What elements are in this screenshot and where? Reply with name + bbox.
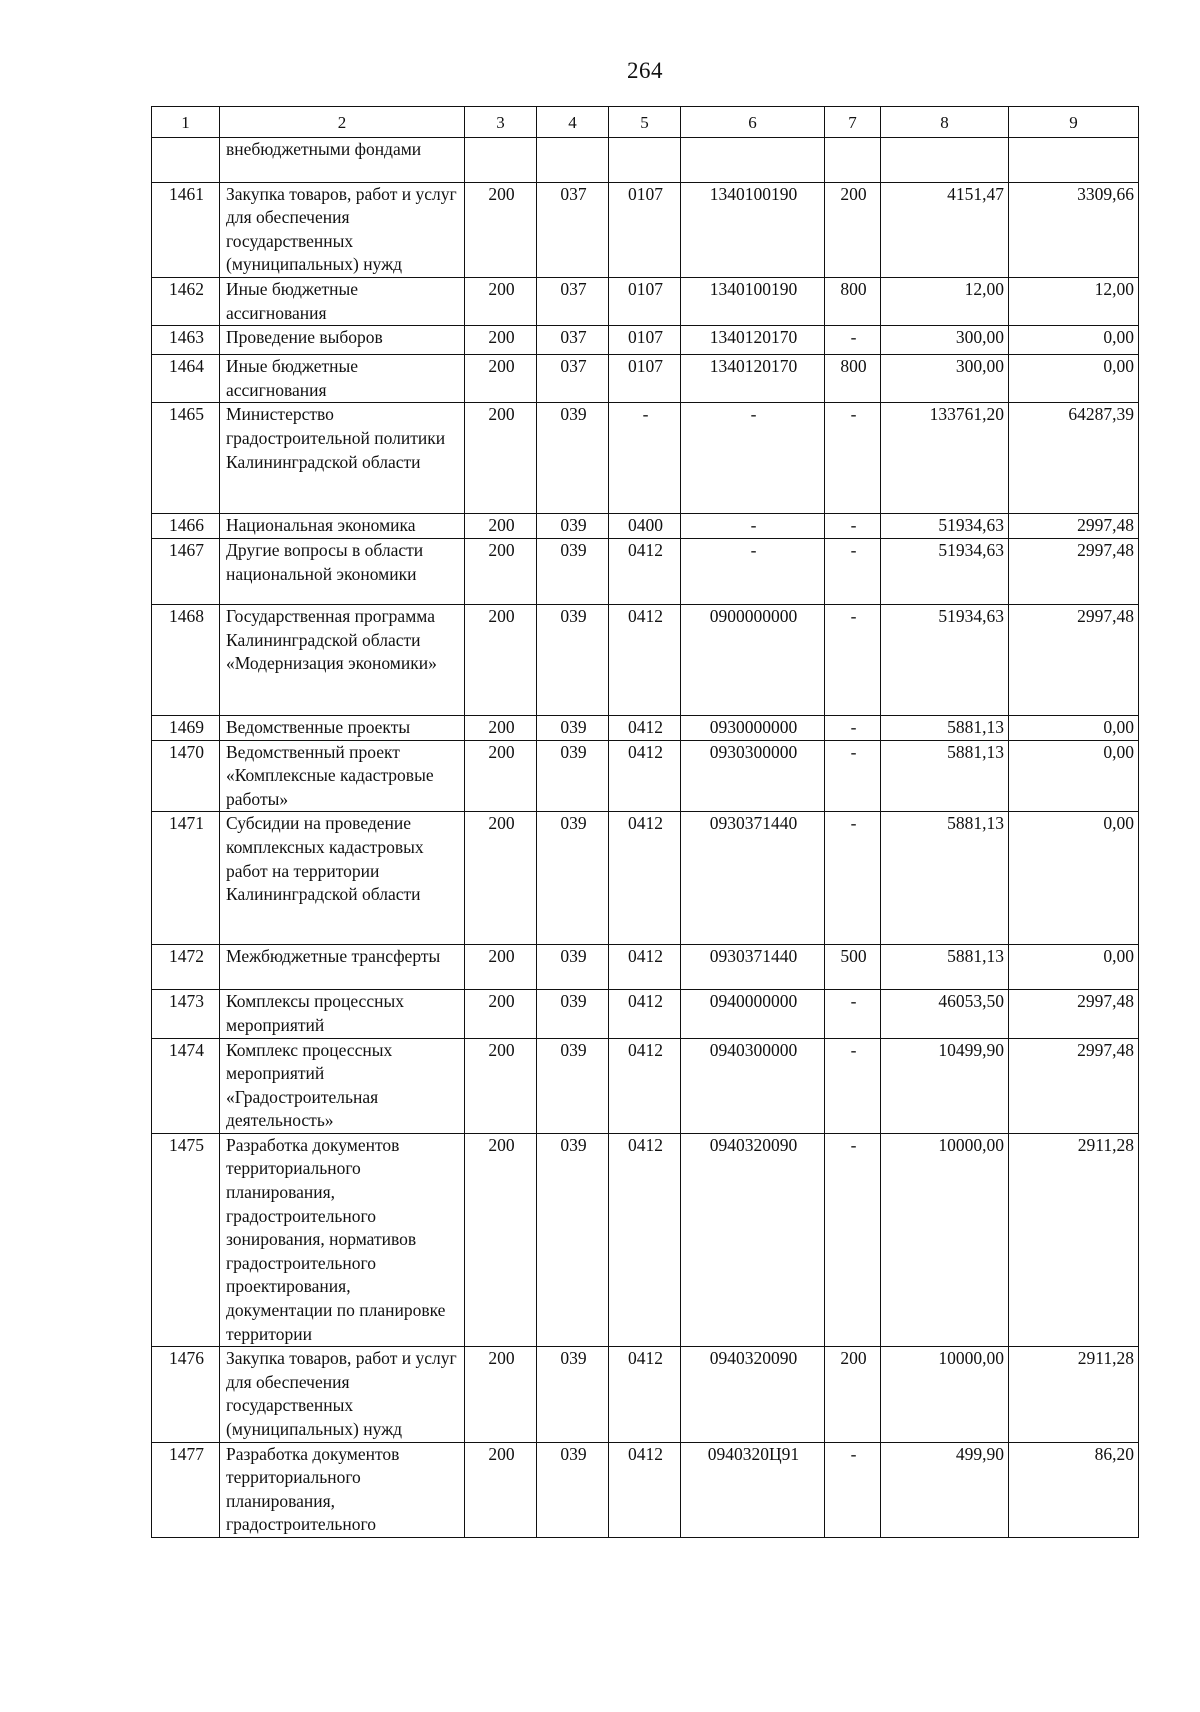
row-code-7: 800 — [825, 355, 881, 403]
row-number: 1473 — [152, 990, 220, 1038]
row-code-6: - — [681, 403, 825, 514]
table-row — [152, 1038, 1139, 1133]
row-name: Иные бюджетные ассигнования — [220, 355, 465, 403]
row-code-5: 0412 — [609, 1347, 681, 1442]
row-amount-9: 2997,48 — [1009, 514, 1139, 539]
table-row — [152, 355, 1139, 403]
column-header: 9 — [1009, 107, 1139, 138]
column-header: 8 — [881, 107, 1009, 138]
row-code-7: - — [825, 1038, 881, 1133]
row-code-4: 037 — [537, 355, 609, 403]
row-code-7: - — [825, 514, 881, 539]
row-code-7 — [825, 137, 881, 182]
row-code-3: 200 — [465, 1038, 537, 1133]
row-name: Субсидии на проведение комплексных кадастровых работ на территории Калининградской области — [220, 812, 465, 945]
row-code-7: 200 — [825, 182, 881, 277]
table-row — [152, 538, 1139, 604]
row-code-3: 200 — [465, 326, 537, 355]
column-header: 5 — [609, 107, 681, 138]
table-row — [152, 715, 1139, 740]
row-number — [152, 137, 220, 182]
row-amount-8: 10000,00 — [881, 1347, 1009, 1442]
row-code-4: 039 — [537, 1442, 609, 1537]
row-code-4: 037 — [537, 277, 609, 325]
column-header: 7 — [825, 107, 881, 138]
row-name: внебюджетными фондами — [220, 137, 465, 182]
row-amount-8: 4151,47 — [881, 182, 1009, 277]
row-code-4: 037 — [537, 182, 609, 277]
table-row — [152, 812, 1139, 945]
row-code-5 — [609, 137, 681, 182]
row-amount-8: 300,00 — [881, 355, 1009, 403]
row-code-6: 0940320090 — [681, 1347, 825, 1442]
row-code-5: 0412 — [609, 990, 681, 1038]
row-amount-8: 46053,50 — [881, 990, 1009, 1038]
row-code-6: 1340100190 — [681, 182, 825, 277]
row-amount-9: 0,00 — [1009, 812, 1139, 945]
row-code-6: 0900000000 — [681, 604, 825, 715]
row-number: 1462 — [152, 277, 220, 325]
row-code-4: 039 — [537, 1133, 609, 1346]
table-row — [152, 740, 1139, 812]
column-header: 4 — [537, 107, 609, 138]
row-code-7: 800 — [825, 277, 881, 325]
row-name: Ведомственный проект «Комплексные кадастровые работы» — [220, 740, 465, 812]
row-code-5: 0412 — [609, 604, 681, 715]
column-header: 1 — [152, 107, 220, 138]
column-header: 6 — [681, 107, 825, 138]
row-code-5: 0412 — [609, 945, 681, 990]
row-code-7: - — [825, 1133, 881, 1346]
row-code-3 — [465, 137, 537, 182]
row-amount-8: 499,90 — [881, 1442, 1009, 1537]
table-row — [152, 990, 1139, 1038]
table-row — [152, 1347, 1139, 1442]
row-code-7: - — [825, 604, 881, 715]
row-number: 1461 — [152, 182, 220, 277]
row-code-3: 200 — [465, 403, 537, 514]
row-code-5: 0412 — [609, 1038, 681, 1133]
row-amount-9: 0,00 — [1009, 715, 1139, 740]
row-code-4: 037 — [537, 326, 609, 355]
header-row — [152, 107, 1139, 138]
row-code-6: 0940320Ц91 — [681, 1442, 825, 1537]
row-code-4: 039 — [537, 1038, 609, 1133]
table-row — [152, 945, 1139, 990]
table-row — [152, 604, 1139, 715]
row-amount-8: 5881,13 — [881, 812, 1009, 945]
row-code-4: 039 — [537, 538, 609, 604]
row-number: 1475 — [152, 1133, 220, 1346]
row-number: 1470 — [152, 740, 220, 812]
row-code-4: 039 — [537, 604, 609, 715]
row-amount-9: 12,00 — [1009, 277, 1139, 325]
row-name: Иные бюджетные ассигнования — [220, 277, 465, 325]
row-code-7: 200 — [825, 1347, 881, 1442]
row-amount-9: 2997,48 — [1009, 990, 1139, 1038]
row-amount-8: 5881,13 — [881, 945, 1009, 990]
row-amount-8: 51934,63 — [881, 514, 1009, 539]
row-code-4: 039 — [537, 715, 609, 740]
row-amount-8: 10499,90 — [881, 1038, 1009, 1133]
row-code-7: - — [825, 403, 881, 514]
table-row — [152, 514, 1139, 539]
table-row — [152, 326, 1139, 355]
row-code-3: 200 — [465, 812, 537, 945]
row-code-3: 200 — [465, 538, 537, 604]
row-number: 1477 — [152, 1442, 220, 1537]
row-number: 1476 — [152, 1347, 220, 1442]
row-code-6: - — [681, 514, 825, 539]
row-amount-9: 64287,39 — [1009, 403, 1139, 514]
page-number: 264 — [627, 58, 663, 83]
row-code-6: 1340100190 — [681, 277, 825, 325]
row-code-3: 200 — [465, 1442, 537, 1537]
row-number: 1467 — [152, 538, 220, 604]
row-number: 1466 — [152, 514, 220, 539]
row-code-6: 0940300000 — [681, 1038, 825, 1133]
table-row — [152, 137, 1139, 182]
table-row — [152, 403, 1139, 514]
row-code-3: 200 — [465, 182, 537, 277]
row-code-4: 039 — [537, 990, 609, 1038]
row-amount-8: 51934,63 — [881, 538, 1009, 604]
row-name: Закупка товаров, работ и услуг для обеспечения государственных (муниципальных) нужд — [220, 1347, 465, 1442]
row-code-4: 039 — [537, 514, 609, 539]
row-code-3: 200 — [465, 715, 537, 740]
row-name: Комплекс процессных мероприятий «Градостроительная деятельность» — [220, 1038, 465, 1133]
row-amount-8: 133761,20 — [881, 403, 1009, 514]
row-code-6: 0930371440 — [681, 812, 825, 945]
row-amount-8: 12,00 — [881, 277, 1009, 325]
row-name: Другие вопросы в области национальной экономики — [220, 538, 465, 604]
row-amount-8 — [881, 137, 1009, 182]
row-code-5: 0400 — [609, 514, 681, 539]
column-header: 3 — [465, 107, 537, 138]
row-code-7: - — [825, 812, 881, 945]
row-name: Закупка товаров, работ и услуг для обеспечения государственных (муниципальных) нужд — [220, 182, 465, 277]
row-code-4: 039 — [537, 403, 609, 514]
row-code-6: 0930371440 — [681, 945, 825, 990]
row-number: 1472 — [152, 945, 220, 990]
row-amount-9: 3309,66 — [1009, 182, 1139, 277]
row-number: 1463 — [152, 326, 220, 355]
row-code-5: 0107 — [609, 182, 681, 277]
row-code-7: - — [825, 538, 881, 604]
row-code-4: 039 — [537, 812, 609, 945]
row-code-4: 039 — [537, 740, 609, 812]
row-amount-9: 0,00 — [1009, 945, 1139, 990]
row-code-3: 200 — [465, 945, 537, 990]
row-number: 1468 — [152, 604, 220, 715]
row-code-6 — [681, 137, 825, 182]
row-amount-8: 51934,63 — [881, 604, 1009, 715]
row-code-6: 1340120170 — [681, 355, 825, 403]
row-code-5: 0412 — [609, 715, 681, 740]
row-code-5: 0412 — [609, 538, 681, 604]
row-code-3: 200 — [465, 990, 537, 1038]
row-amount-9: 0,00 — [1009, 326, 1139, 355]
row-code-6: 0940320090 — [681, 1133, 825, 1346]
row-code-5: 0107 — [609, 326, 681, 355]
row-code-4: 039 — [537, 945, 609, 990]
row-code-7: - — [825, 740, 881, 812]
row-amount-9: 2997,48 — [1009, 604, 1139, 715]
row-name: Разработка документов территориального планирования, градостроительного зонирования, нормативов градостроительного проектирования, документации по планировке территории — [220, 1133, 465, 1346]
table-body — [152, 137, 1139, 1537]
row-name: Министерство градостроительной политики Калининградской области — [220, 403, 465, 514]
row-code-7: - — [825, 1442, 881, 1537]
column-header: 2 — [220, 107, 465, 138]
row-number: 1465 — [152, 403, 220, 514]
row-amount-9: 2911,28 — [1009, 1133, 1139, 1346]
row-amount-9: 86,20 — [1009, 1442, 1139, 1537]
row-amount-9: 0,00 — [1009, 740, 1139, 812]
row-code-5: 0107 — [609, 355, 681, 403]
table-row — [152, 1442, 1139, 1537]
row-code-3: 200 — [465, 355, 537, 403]
budget-table — [151, 106, 1139, 1538]
row-amount-9: 0,00 — [1009, 355, 1139, 403]
row-name: Национальная экономика — [220, 514, 465, 539]
row-amount-9: 2997,48 — [1009, 1038, 1139, 1133]
row-code-3: 200 — [465, 740, 537, 812]
row-name: Межбюджетные трансферты — [220, 945, 465, 990]
row-amount-9: 2911,28 — [1009, 1347, 1139, 1442]
row-amount-8: 5881,13 — [881, 715, 1009, 740]
row-code-3: 200 — [465, 604, 537, 715]
row-code-6: - — [681, 538, 825, 604]
row-code-5: 0412 — [609, 1442, 681, 1537]
row-name: Комплексы процессных мероприятий — [220, 990, 465, 1038]
row-amount-8: 5881,13 — [881, 740, 1009, 812]
row-code-3: 200 — [465, 277, 537, 325]
row-code-3: 200 — [465, 1347, 537, 1442]
table-row — [152, 182, 1139, 277]
table-row — [152, 1133, 1139, 1346]
row-code-3: 200 — [465, 1133, 537, 1346]
row-code-7: - — [825, 326, 881, 355]
row-name: Проведение выборов — [220, 326, 465, 355]
row-amount-9 — [1009, 137, 1139, 182]
row-code-5: 0107 — [609, 277, 681, 325]
row-number: 1474 — [152, 1038, 220, 1133]
row-number: 1471 — [152, 812, 220, 945]
row-number: 1464 — [152, 355, 220, 403]
row-amount-9: 2997,48 — [1009, 538, 1139, 604]
row-code-5: - — [609, 403, 681, 514]
row-code-6: 0940000000 — [681, 990, 825, 1038]
row-code-7: - — [825, 990, 881, 1038]
table-row — [152, 277, 1139, 325]
row-amount-8: 10000,00 — [881, 1133, 1009, 1346]
row-code-7: - — [825, 715, 881, 740]
row-number: 1469 — [152, 715, 220, 740]
row-name: Государственная программа Калининградской области «Модернизация экономики» — [220, 604, 465, 715]
row-code-6: 1340120170 — [681, 326, 825, 355]
row-code-4 — [537, 137, 609, 182]
row-name: Разработка документов территориального планирования, градостроительного — [220, 1442, 465, 1537]
row-code-6: 0930000000 — [681, 715, 825, 740]
row-code-4: 039 — [537, 1347, 609, 1442]
row-name: Ведомственные проекты — [220, 715, 465, 740]
row-code-6: 0930300000 — [681, 740, 825, 812]
row-code-3: 200 — [465, 514, 537, 539]
row-code-5: 0412 — [609, 740, 681, 812]
row-amount-8: 300,00 — [881, 326, 1009, 355]
row-code-5: 0412 — [609, 812, 681, 945]
row-code-5: 0412 — [609, 1133, 681, 1346]
row-code-7: 500 — [825, 945, 881, 990]
